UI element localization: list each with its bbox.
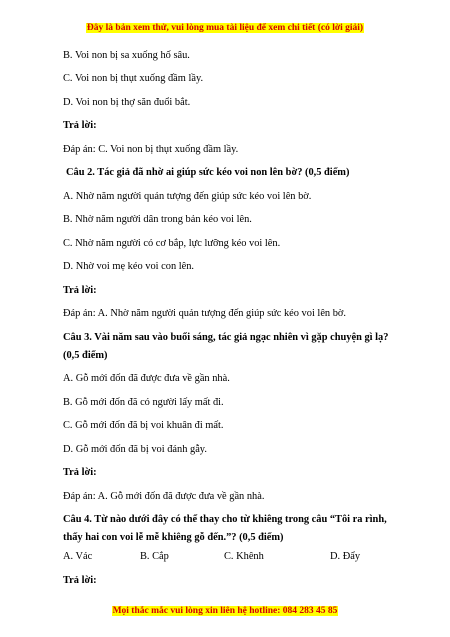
q1-answer: Đáp án: C. Voi non bị thụt xuống đầm lầy. <box>63 144 239 155</box>
q1-option-c: C. Voi non bị thụt xuống đầm lầy. <box>63 73 204 84</box>
q2-question: Câu 2. Tác giả đã nhờ ai giúp sức kéo voi non lên bờ? (0,5 điểm) <box>66 167 350 178</box>
q4-options <box>63 551 393 563</box>
q3-option-c: C. Gỗ mới đốn đã bị voi khuân đi mất. <box>63 420 224 431</box>
q3-answer: Đáp án: A. Gỗ mới đốn đã được đưa về gần nhà. <box>63 491 265 502</box>
q3-question: Câu 3. Vài năm sau vào buổi sáng, tác giả ngạc nhiên vì gặp chuyện gì lạ? <box>63 332 389 343</box>
q4-option-b: B. Cắp <box>140 551 169 562</box>
q4-question-cont: thấy hai con voi lễ mễ khiêng gỗ đến.”? (0,5 điểm) <box>63 532 284 543</box>
q1-option-b: B. Voi non bị sa xuống hố sâu. <box>63 50 190 61</box>
q2-option-c: C. Nhờ năm người có cơ bắp, lực lưỡng kéo voi lên. <box>63 238 281 249</box>
q2-option-d: D. Nhờ voi mẹ kéo voi con lên. <box>63 261 195 272</box>
q1-answer-label: Trả lời: <box>63 120 97 131</box>
q4-option-c: C. Khênh <box>224 551 264 562</box>
q1-option-d: D. Voi non bị thợ săn đuổi bắt. <box>63 97 191 108</box>
q3-option-d: D. Gỗ mới đốn đã bị voi đánh gẫy. <box>63 444 207 455</box>
q3-option-b: B. Gỗ mới đốn đã có người lấy mất đi. <box>63 397 224 408</box>
q2-answer: Đáp án: A. Nhờ năm người quản tượng đến giúp sức kéo voi lên bờ. <box>63 308 347 319</box>
q4-question: Câu 4. Từ nào dưới đây có thể thay cho từ khiêng trong câu “Tôi ra rình, <box>63 514 387 525</box>
q3-question-points: (0,5 điểm) <box>63 350 108 361</box>
q3-answer-label: Trả lời: <box>63 467 97 478</box>
hotline-text: Mọi thắc mắc vui lòng xin liên hệ hotline: 084 283 45 85 <box>112 606 338 616</box>
q4-option-a: A. Vác <box>63 551 93 562</box>
q3-option-a: A. Gỗ mới đốn đã được đưa về gần nhà. <box>63 373 230 384</box>
q2-answer-label: Trả lời: <box>63 285 97 296</box>
q4-option-d: D. Đẩy <box>330 551 361 562</box>
preview-notice-text: Đây là bản xem thử, vui lòng mua tài liệu để xem chi tiết (có lời giải) <box>86 23 364 33</box>
hotline-banner <box>0 606 450 616</box>
q2-option-a: A. Nhờ năm người quản tượng đến giúp sức kéo voi lên bờ. <box>63 191 312 202</box>
q2-option-b: B. Nhờ năm người dân trong bản kéo voi lên. <box>63 214 252 225</box>
preview-notice-banner <box>0 23 450 33</box>
q4-answer-label: Trả lời: <box>63 575 97 586</box>
